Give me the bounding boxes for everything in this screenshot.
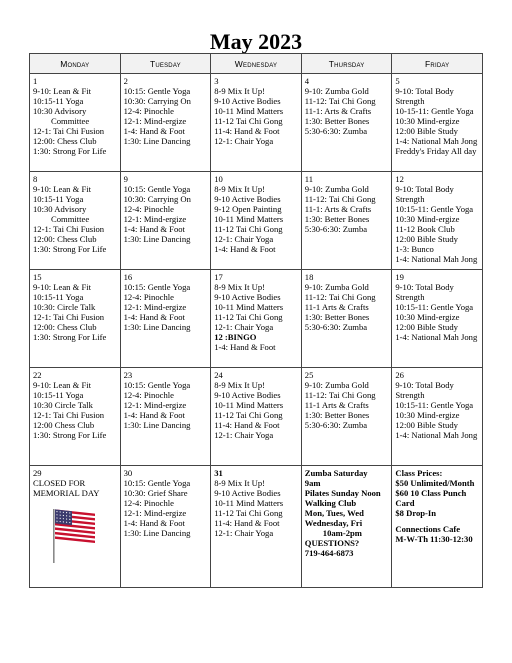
- event-line: 1:30: Line Dancing: [123, 322, 191, 332]
- event-line: 1:30: Better Bones: [304, 214, 370, 224]
- event-line: 10:15-11 Yoga: [33, 390, 84, 400]
- event-line: 5:30-6:30: Zumba: [304, 322, 368, 332]
- event-line: 10:15: Gentle Yoga: [123, 282, 191, 292]
- event-line: 10:15-11 Yoga: [33, 96, 84, 106]
- event-line: 10:15: Gentle Yoga: [123, 380, 191, 390]
- calendar-day-cell: [120, 466, 211, 588]
- event-line: 9-10: Zumba Gold: [304, 86, 369, 96]
- day-number: 24: [214, 370, 223, 380]
- event-line: Wednesday, Fri: [304, 518, 363, 528]
- event-line: 9-10: Lean & Fit: [33, 184, 91, 194]
- event-line: Pilates Sunday Noon: [304, 488, 381, 498]
- event-line: 10:30: Circle Talk: [33, 302, 96, 312]
- event-line: 12-1: Mind-ergize: [123, 302, 187, 312]
- event-line: 9-10: Lean & Fit: [33, 282, 91, 292]
- event-line: 10:30 Mind-ergize: [395, 312, 460, 322]
- event-line: 9-10 Active Bodies: [214, 292, 281, 302]
- event-line: 11-12: Tai Chi Gong: [304, 96, 376, 106]
- event-line: 11-12: Tai Chi Gong: [304, 292, 376, 302]
- event-line: Card: [395, 498, 415, 508]
- event-line: 9-10 Active Bodies: [214, 488, 281, 498]
- event-line: 10:30: Carrying On: [123, 96, 191, 106]
- event-line: MEMORIAL DAY: [33, 488, 100, 498]
- event-line: 9-10: Total Body: [395, 380, 454, 390]
- event-line: 9-10: Zumba Gold: [304, 184, 369, 194]
- event-line: 10am-2pm: [322, 528, 362, 538]
- calendar-day-cell: [392, 172, 483, 270]
- day-number: 10: [214, 174, 223, 184]
- calendar-day-cell: [30, 74, 121, 172]
- calendar-day-cell: [392, 368, 483, 466]
- american-flag-icon: [51, 507, 97, 563]
- event-line: 1-4: National Mah Jong: [395, 254, 478, 264]
- event-line: 8-9 Mix It Up!: [214, 282, 266, 292]
- calendar-day-cell: [120, 172, 211, 270]
- event-line: 12-1: Chair Yoga: [214, 322, 274, 332]
- event-line: 1:30: Line Dancing: [123, 136, 191, 146]
- day-number: 1: [33, 76, 38, 86]
- day-number: 19: [395, 272, 404, 282]
- event-line: 8-9 Mix It Up!: [214, 478, 266, 488]
- event-line: M-W-Th 11:30-12:30: [395, 534, 473, 544]
- event-line: 12-4: Pinochle: [123, 292, 174, 302]
- event-line: 12-4: Pinochle: [123, 498, 174, 508]
- event-line: 12:00 Chess Club: [33, 420, 95, 430]
- day-number: 22: [33, 370, 42, 380]
- event-line: 10-11 Mind Matters: [214, 498, 284, 508]
- event-line: 1-4: Hand & Foot: [214, 342, 276, 352]
- event-line: 11-12 Tai Chi Gong: [214, 410, 283, 420]
- event-line: Walking Club: [304, 498, 357, 508]
- event-line: Mon, Tues, Wed: [304, 508, 364, 518]
- event-line: Freddy's Friday All day: [395, 146, 477, 156]
- day-number: 12: [395, 174, 404, 184]
- event-line: 11-1 Arts & Crafts: [304, 302, 369, 312]
- event-line: 1:30: Better Bones: [304, 116, 370, 126]
- event-line: 11-12 Tai Chi Gong: [214, 508, 283, 518]
- event-line: 1:30: Strong For Life: [33, 430, 107, 440]
- event-line: 9-12 Open Painting: [214, 204, 282, 214]
- event-line: 12-1: Mind-ergize: [123, 214, 187, 224]
- day-number: 3: [214, 76, 219, 86]
- event-line: CLOSED FOR: [33, 478, 86, 488]
- calendar-day-cell: [301, 270, 392, 368]
- event-line: 9-10: Zumba Gold: [304, 282, 369, 292]
- day-number: 5: [395, 76, 400, 86]
- event-line: 10:15-11: Gentle Yoga: [395, 204, 474, 214]
- calendar-title: May 2023: [209, 29, 303, 54]
- event-line: 11-4: Hand & Foot: [214, 420, 280, 430]
- event-line: 11-1: Arts & Crafts: [304, 106, 372, 116]
- weekday-friday: Friday: [392, 54, 483, 74]
- event-line: $50 Unlimited/Month: [395, 478, 475, 488]
- event-line: 719-464-6873: [304, 548, 354, 558]
- event-line: 12-1: Tai Chi Fusion: [33, 312, 105, 322]
- event-line: Strength: [395, 292, 425, 302]
- event-line: 1:30: Line Dancing: [123, 420, 191, 430]
- event-line: 10-11 Mind Matters: [214, 106, 284, 116]
- event-line: 10-11 Mind Matters: [214, 214, 284, 224]
- day-number: 17: [214, 272, 223, 282]
- event-line: 12-1: Tai Chi Fusion: [33, 224, 105, 234]
- event-line: 1:30: Better Bones: [304, 312, 370, 322]
- day-number: 29: [33, 468, 42, 478]
- event-line: 10:30 Advisory: [33, 106, 87, 116]
- calendar-day-cell: [30, 368, 121, 466]
- day-number: 31: [214, 468, 223, 478]
- event-line: 8-9 Mix It Up!: [214, 380, 266, 390]
- event-line: 10-11 Mind Matters: [214, 302, 284, 312]
- calendar-table: [29, 53, 483, 588]
- event-line: 12:00: Chess Club: [33, 136, 97, 146]
- event-line: 11-12: Tai Chi Gong: [304, 390, 376, 400]
- event-line: 12-1: Mind-ergize: [123, 508, 187, 518]
- calendar-day-cell: [301, 74, 392, 172]
- event-line: 11-12: Tai Chi Gong: [304, 194, 376, 204]
- day-number: 8: [33, 174, 38, 184]
- event-line: 12:00 Bible Study: [395, 420, 458, 430]
- calendar-body: [30, 74, 483, 588]
- event-line: 11-12 Book Club: [395, 224, 455, 234]
- event-line: 11-1 Arts & Crafts: [304, 400, 369, 410]
- event-line: 1-4: National Mah Jong: [395, 430, 478, 440]
- event-line: 1:30: Better Bones: [304, 410, 370, 420]
- event-line: 12:00: Chess Club: [33, 322, 97, 332]
- event-line: Strength: [395, 194, 425, 204]
- calendar-week-row: [30, 74, 483, 172]
- day-number: 15: [33, 272, 42, 282]
- event-line: 9-10 Active Bodies: [214, 390, 281, 400]
- event-line: 10:30: Grief Share: [123, 488, 188, 498]
- day-number: 11: [304, 174, 314, 184]
- event-line: 5:30-6:30: Zumba: [304, 224, 368, 234]
- event-line: 9-10: Total Body: [395, 282, 454, 292]
- event-line: 11-12 Tai Chi Gong: [214, 312, 283, 322]
- day-number: 23: [123, 370, 133, 380]
- calendar-day-cell: [120, 270, 211, 368]
- event-line: 10:15: Gentle Yoga: [123, 86, 191, 96]
- event-line: 10:15-11 Yoga: [33, 292, 84, 302]
- event-line: 10:30 Mind-ergize: [395, 116, 460, 126]
- event-line: QUESTIONS?: [304, 538, 360, 548]
- event-line: 1:30: Line Dancing: [123, 234, 191, 244]
- event-line: 11-4: Hand & Foot: [214, 518, 280, 528]
- event-line: 11-4: Hand & Foot: [214, 126, 280, 136]
- event-line: 10:15: Gentle Yoga: [123, 184, 191, 194]
- event-line: 1-4: Hand & Foot: [123, 224, 185, 234]
- calendar-day-cell: [30, 270, 121, 368]
- event-line: 12-4: Pinochle: [123, 390, 174, 400]
- calendar-week-row: [30, 466, 483, 588]
- event-line: 9-10: Lean & Fit: [33, 380, 91, 390]
- event-line: 1:30: Line Dancing: [123, 528, 191, 538]
- event-line: 1:30: Strong For Life: [33, 244, 107, 254]
- weekday-thursday: Thursday: [301, 54, 392, 74]
- weekday-monday: Monday: [30, 54, 121, 74]
- event-line: 9-10: Total Body: [395, 86, 454, 96]
- event-line: 1-4: Hand & Foot: [123, 518, 185, 528]
- event-line: 1-4: National Mah Jong: [395, 136, 478, 146]
- weekday-wednesday: Wednesday: [211, 54, 302, 74]
- calendar-day-cell: [120, 368, 211, 466]
- event-line: 12-1: Tai Chi Fusion: [33, 410, 105, 420]
- day-number: 2: [123, 76, 128, 86]
- event-line: 12 :BINGO: [214, 332, 257, 342]
- event-line: 1-3: Bunco: [395, 244, 434, 254]
- weekday-tuesday: Tuesday: [120, 54, 211, 74]
- event-line: 10:15-11: Gentle Yoga: [395, 302, 474, 312]
- event-line: 12:00 Bible Study: [395, 126, 458, 136]
- calendar-day-cell: [392, 74, 483, 172]
- calendar-day-cell: [211, 172, 302, 270]
- weekday-header-row: [30, 54, 483, 74]
- event-line: 12:00 Bible Study: [395, 322, 458, 332]
- event-line: 12-1: Chair Yoga: [214, 234, 274, 244]
- event-line: 8-9 Mix It Up!: [214, 86, 266, 96]
- event-line: 10:15-11 Yoga: [33, 194, 84, 204]
- event-line: Class Prices:: [395, 468, 443, 478]
- event-line: Zumba Saturday: [304, 468, 368, 478]
- calendar-day-cell: [30, 466, 121, 588]
- event-line: Committee: [51, 214, 90, 224]
- event-line: 11-12 Tai Chi Gong: [214, 116, 283, 126]
- event-line: 10-15-11: Gentle Yoga: [395, 106, 474, 116]
- event-line: 10:30 Mind-ergize: [395, 410, 460, 420]
- calendar-week-row: [30, 368, 483, 466]
- event-line: 12-4: Pinochle: [123, 106, 174, 116]
- event-line: 5:30-6:30: Zumba: [304, 420, 368, 430]
- calendar-day-cell: [211, 466, 302, 588]
- event-line: 10:30: Carrying On: [123, 194, 191, 204]
- event-line: 9-10 Active Bodies: [214, 194, 281, 204]
- event-line: $8 Drop-In: [395, 508, 437, 518]
- event-line: 12-4: Pinochle: [123, 204, 174, 214]
- calendar-day-cell: [30, 172, 121, 270]
- day-number: 16: [123, 272, 133, 282]
- event-line: 1-4: Hand & Foot: [123, 126, 185, 136]
- event-line: 11-12 Tai Chi Gong: [214, 224, 283, 234]
- calendar-day-cell: [301, 368, 392, 466]
- event-line: 12-1: Chair Yoga: [214, 528, 274, 538]
- calendar-day-cell: [211, 74, 302, 172]
- event-line: 9-10: Lean & Fit: [33, 86, 91, 96]
- event-line: 10-11 Mind Matters: [214, 400, 284, 410]
- event-line: Strength: [395, 96, 425, 106]
- calendar-week-row: [30, 172, 483, 270]
- event-line: 12-1: Mind-ergize: [123, 400, 187, 410]
- event-line: 1:30: Strong For Life: [33, 332, 107, 342]
- calendar-day-cell: [211, 270, 302, 368]
- event-line: 9am: [304, 478, 321, 488]
- event-line: Committee: [51, 116, 90, 126]
- calendar-day-cell: [301, 466, 392, 588]
- event-line: 11-1: Arts & Crafts: [304, 204, 372, 214]
- event-line: 12-1: Chair Yoga: [214, 136, 274, 146]
- event-line: 10:15-11: Gentle Yoga: [395, 400, 474, 410]
- day-number: 4: [304, 76, 310, 86]
- event-line: $60 10 Class Punch: [395, 488, 467, 498]
- event-line: 10:30 Circle Talk: [33, 400, 93, 410]
- day-number: 30: [123, 468, 133, 478]
- event-line: 1-4: Hand & Foot: [123, 410, 185, 420]
- event-line: 10:15: Gentle Yoga: [123, 478, 191, 488]
- event-line: 12-1: Mind-ergize: [123, 116, 187, 126]
- calendar-week-row: [30, 270, 483, 368]
- event-line: 1-4: Hand & Foot: [214, 244, 276, 254]
- calendar-day-cell: [392, 270, 483, 368]
- event-line: 10:30 Advisory: [33, 204, 87, 214]
- event-line: 12-1: Chair Yoga: [214, 430, 274, 440]
- calendar-day-cell: [392, 466, 483, 588]
- calendar-day-cell: [301, 172, 392, 270]
- event-line: 5:30-6:30: Zumba: [304, 126, 368, 136]
- event-line: 8-9 Mix It Up!: [214, 184, 266, 194]
- event-line: 1-4: National Mah Jong: [395, 332, 478, 342]
- day-number: 9: [123, 174, 128, 184]
- event-line: 9-10: Total Body: [395, 184, 454, 194]
- event-line: 12:00 Bible Study: [395, 234, 458, 244]
- day-number: 25: [304, 370, 314, 380]
- event-line: 12:00: Chess Club: [33, 234, 97, 244]
- event-line: 10:30 Mind-ergize: [395, 214, 460, 224]
- event-line: 9-10: Zumba Gold: [304, 380, 369, 390]
- day-number: 26: [395, 370, 404, 380]
- calendar-day-cell: [120, 74, 211, 172]
- event-line: 1:30: Strong For Life: [33, 146, 107, 156]
- event-line: Connections Cafe: [395, 524, 461, 534]
- event-line: 12-1: Tai Chi Fusion: [33, 126, 105, 136]
- event-line: Strength: [395, 390, 425, 400]
- event-line: 9-10 Active Bodies: [214, 96, 281, 106]
- event-line: 1-4: Hand & Foot: [123, 312, 185, 322]
- day-number: 18: [304, 272, 314, 282]
- calendar-day-cell: [211, 368, 302, 466]
